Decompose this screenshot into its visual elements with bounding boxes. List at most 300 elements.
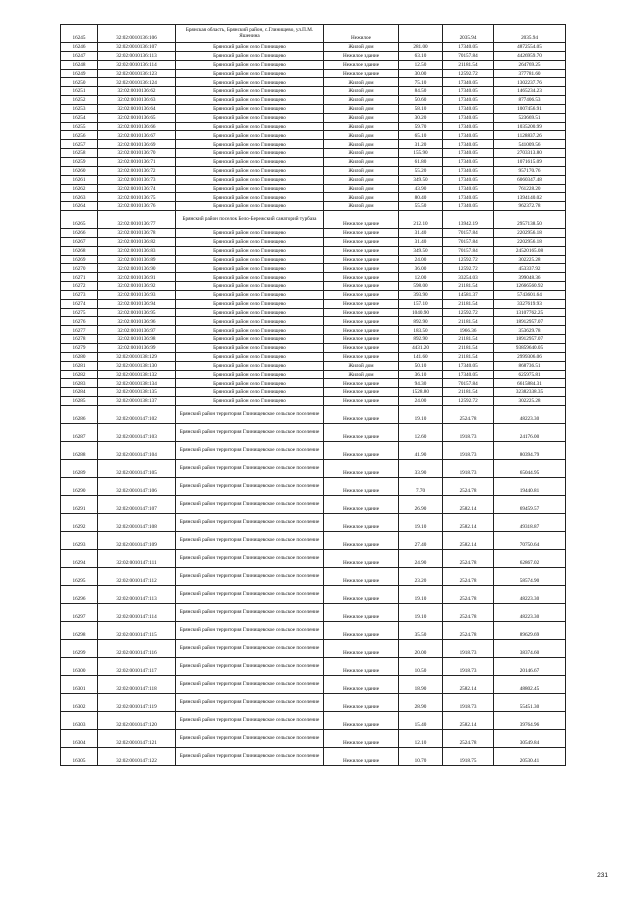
table-row bbox=[61, 549, 566, 567]
row-number-cell: 16264 bbox=[61, 202, 98, 211]
object-type-cell: Нежилое здание bbox=[324, 693, 399, 711]
unit-cost-cell: 70157.84 bbox=[443, 246, 494, 255]
table-row bbox=[61, 78, 566, 87]
object-type-cell: Нежилое здание bbox=[324, 639, 399, 657]
table-row bbox=[61, 747, 566, 765]
object-type-cell: Нежилое здание bbox=[324, 379, 399, 388]
object-type-cell: Нежилое здание bbox=[324, 335, 399, 344]
unit-cost-cell: 2524.78 bbox=[443, 585, 494, 603]
address-cell: Брянский район село Глинищево bbox=[176, 193, 324, 202]
row-number-cell: 16265 bbox=[61, 211, 98, 229]
table-row bbox=[61, 264, 566, 273]
row-number-cell: 16292 bbox=[61, 513, 98, 531]
cadastral-number-cell: 32:02:0010136:94 bbox=[98, 299, 176, 308]
area-cell: 24.00 bbox=[399, 397, 443, 406]
area-cell: 892.90 bbox=[399, 317, 443, 326]
row-number-cell: 16259 bbox=[61, 157, 98, 166]
address-cell: Брянский район село Глинищево bbox=[176, 299, 324, 308]
unit-cost-cell: 70157.84 bbox=[443, 229, 494, 238]
unit-cost-cell: 70157.84 bbox=[443, 51, 494, 60]
unit-cost-cell: 2524.78 bbox=[443, 405, 494, 423]
cadastral-value-cell: 1071615.09 bbox=[494, 157, 566, 166]
cadastral-number-cell: 32:02:0010136:113 bbox=[98, 51, 176, 60]
cadastral-number-cell: 32:02:0010147:104 bbox=[98, 441, 176, 459]
unit-cost-cell: 17340.05 bbox=[443, 43, 494, 52]
object-type-cell: Жилой дом bbox=[324, 87, 399, 96]
area-cell: 1528.80 bbox=[399, 388, 443, 397]
row-number-cell: 16260 bbox=[61, 166, 98, 175]
cadastral-value-cell: 1394140.02 bbox=[494, 193, 566, 202]
table-row bbox=[61, 122, 566, 131]
address-cell: Брянский район село Глинищево bbox=[176, 317, 324, 326]
address-cell: Брянский район территория Глинищевское сельское поселение bbox=[176, 531, 324, 549]
table-row bbox=[61, 229, 566, 238]
table-row bbox=[61, 113, 566, 122]
cadastral-value-cell: 48223.30 bbox=[494, 603, 566, 621]
unit-cost-cell: 2524.78 bbox=[443, 729, 494, 747]
row-number-cell: 16267 bbox=[61, 237, 98, 246]
object-type-cell: Нежилое здание bbox=[324, 397, 399, 406]
row-number-cell: 16305 bbox=[61, 747, 98, 765]
cadastral-value-cell: 353629.78 bbox=[494, 326, 566, 335]
object-type-cell: Нежилое здание bbox=[324, 477, 399, 495]
address-cell: Брянский район село Глинищево bbox=[176, 104, 324, 113]
cadastral-number-cell: 32:02:0010136:96 bbox=[98, 317, 176, 326]
cadastral-number-cell: 32:02:0010147:106 bbox=[98, 477, 176, 495]
object-type-cell: Жилой дом bbox=[324, 202, 399, 211]
table-row bbox=[61, 299, 566, 308]
unit-cost-cell: 12592.72 bbox=[443, 69, 494, 78]
table-row bbox=[61, 397, 566, 406]
cadastral-value-cell: 523669.51 bbox=[494, 113, 566, 122]
address-cell: Брянский район территория Глинищевское сельское поселение bbox=[176, 693, 324, 711]
address-cell: Брянский район село Глинищево bbox=[176, 202, 324, 211]
row-number-cell: 16263 bbox=[61, 193, 98, 202]
table-row bbox=[61, 157, 566, 166]
row-number-cell: 16290 bbox=[61, 477, 98, 495]
address-cell: Брянский район село Глинищево bbox=[176, 397, 324, 406]
address-cell: Брянский район село Глинищево bbox=[176, 246, 324, 255]
object-type-cell: Жилой дом bbox=[324, 149, 399, 158]
unit-cost-cell: 17340.05 bbox=[443, 361, 494, 370]
unit-cost-cell: 14581.37 bbox=[443, 290, 494, 299]
object-type-cell: Нежилое здание bbox=[324, 495, 399, 513]
table-row bbox=[61, 51, 566, 60]
address-cell: Брянский район поселок Бело-Бережский санаторий турбаза bbox=[176, 211, 324, 229]
unit-cost-cell: 1918.75 bbox=[443, 747, 494, 765]
row-number-cell: 16284 bbox=[61, 388, 98, 397]
table-row bbox=[61, 193, 566, 202]
table-row bbox=[61, 603, 566, 621]
object-type-cell: Нежилое здание bbox=[324, 423, 399, 441]
unit-cost-cell: 1918.73 bbox=[443, 657, 494, 675]
row-number-cell: 16298 bbox=[61, 621, 98, 639]
table-row bbox=[61, 531, 566, 549]
cadastral-value-cell: 541009.56 bbox=[494, 140, 566, 149]
cadastral-number-cell: 32:02:0010136:92 bbox=[98, 282, 176, 291]
cadastral-number-cell: 32:02:0010136:95 bbox=[98, 308, 176, 317]
area-cell: 31.40 bbox=[399, 229, 443, 238]
object-type-cell: Жилой дом bbox=[324, 166, 399, 175]
cadastral-number-cell: 32:02:0010136:91 bbox=[98, 273, 176, 282]
table-row bbox=[61, 729, 566, 747]
cadastral-value-cell: 6615884.31 bbox=[494, 379, 566, 388]
cadastral-number-cell: 32:02:0010138:129 bbox=[98, 352, 176, 361]
table-row bbox=[61, 60, 566, 69]
cadastral-number-cell: 32:02:0010136:74 bbox=[98, 184, 176, 193]
row-number-cell: 16269 bbox=[61, 255, 98, 264]
row-number-cell: 16245 bbox=[61, 25, 98, 43]
cadastral-number-cell: 32:02:0010136:67 bbox=[98, 131, 176, 140]
area-cell: 28.90 bbox=[399, 693, 443, 711]
table-row bbox=[61, 361, 566, 370]
cadastral-value-cell: 80394.79 bbox=[494, 441, 566, 459]
unit-cost-cell: 21181.54 bbox=[443, 317, 494, 326]
area-cell: 41.90 bbox=[399, 441, 443, 459]
table-row bbox=[61, 237, 566, 246]
table-row bbox=[61, 441, 566, 459]
address-cell: Брянский район село Глинищево bbox=[176, 379, 324, 388]
row-number-cell: 16256 bbox=[61, 131, 98, 140]
object-type-cell: Нежилое здание bbox=[324, 255, 399, 264]
unit-cost-cell: 12592.72 bbox=[443, 308, 494, 317]
row-number-cell: 16249 bbox=[61, 69, 98, 78]
unit-cost-cell: 17340.05 bbox=[443, 113, 494, 122]
unit-cost-cell: 17340.05 bbox=[443, 96, 494, 105]
cadastral-number-cell: 32:02:0010138:130 bbox=[98, 361, 176, 370]
table-row bbox=[61, 282, 566, 291]
cadastral-number-cell: 32:02:0010136:97 bbox=[98, 326, 176, 335]
unit-cost-cell: 1918.73 bbox=[443, 441, 494, 459]
cadastral-value-cell: 70750.64 bbox=[494, 531, 566, 549]
area-cell: 26.90 bbox=[399, 495, 443, 513]
cadastral-value-cell: 12666560.92 bbox=[494, 282, 566, 291]
table-row bbox=[61, 567, 566, 585]
object-type-cell: Нежилое здание bbox=[324, 657, 399, 675]
area-cell: 20.00 bbox=[399, 639, 443, 657]
table-row bbox=[61, 352, 566, 361]
area-cell: 65.10 bbox=[399, 131, 443, 140]
area-cell: 61.80 bbox=[399, 157, 443, 166]
address-cell: Брянский район территория Глинищевское сельское поселение bbox=[176, 441, 324, 459]
object-type-cell: Нежилое здание bbox=[324, 308, 399, 317]
address-cell: Брянский район село Глинищево bbox=[176, 166, 324, 175]
page-number: 231 bbox=[597, 872, 608, 879]
address-cell: Брянский район территория Глинищевское сельское поселение bbox=[176, 459, 324, 477]
area-cell: 281.00 bbox=[399, 43, 443, 52]
area-cell: 35.50 bbox=[399, 621, 443, 639]
area-cell: 59.70 bbox=[399, 122, 443, 131]
cadastral-value-cell: 30549.84 bbox=[494, 729, 566, 747]
area-cell: 30.00 bbox=[399, 69, 443, 78]
table-row bbox=[61, 405, 566, 423]
address-cell: Брянский район село Глинищево bbox=[176, 290, 324, 299]
unit-cost-cell: 2524.78 bbox=[443, 603, 494, 621]
area-cell: 50.10 bbox=[399, 361, 443, 370]
area-cell: 393.90 bbox=[399, 290, 443, 299]
object-type-cell: Нежилое здание bbox=[324, 299, 399, 308]
cadastral-value-cell: 2957138.50 bbox=[494, 211, 566, 229]
property-table bbox=[60, 24, 566, 766]
address-cell: Брянский район село Глинищево bbox=[176, 335, 324, 344]
address-cell: Брянский район село Глинищево bbox=[176, 43, 324, 52]
row-number-cell: 16250 bbox=[61, 78, 98, 87]
object-type-cell: Нежилое здание bbox=[324, 326, 399, 335]
cadastral-number-cell: 32:02:0010136:70 bbox=[98, 149, 176, 158]
cadastral-value-cell: 1128837.26 bbox=[494, 131, 566, 140]
cadastral-number-cell: 32:02:0010136:90 bbox=[98, 264, 176, 273]
unit-cost-cell: 2524.78 bbox=[443, 477, 494, 495]
cadastral-value-cell: 4872554.05 bbox=[494, 43, 566, 52]
cadastral-number-cell: 32:02:0010136:78 bbox=[98, 229, 176, 238]
area-cell: 10.70 bbox=[399, 747, 443, 765]
cadastral-number-cell: 32:02:0010136:62 bbox=[98, 87, 176, 96]
object-type-cell: Нежилое здание bbox=[324, 531, 399, 549]
unit-cost-cell: 21181.54 bbox=[443, 282, 494, 291]
cadastral-value-cell: 55451.30 bbox=[494, 693, 566, 711]
object-type-cell: Нежилое здание bbox=[324, 282, 399, 291]
cadastral-value-cell: 868736.51 bbox=[494, 361, 566, 370]
address-cell: Брянский район село Глинищево bbox=[176, 60, 324, 69]
address-cell: Брянский район территория Глинищевское сельское поселение bbox=[176, 423, 324, 441]
object-type-cell: Нежилое здание bbox=[324, 567, 399, 585]
area-cell: 36.00 bbox=[399, 264, 443, 273]
table-body bbox=[61, 25, 566, 766]
address-cell: Брянский район территория Глинищевское сельское поселение bbox=[176, 603, 324, 621]
row-number-cell: 16254 bbox=[61, 113, 98, 122]
row-number-cell: 16302 bbox=[61, 693, 98, 711]
area-cell: 12.10 bbox=[399, 729, 443, 747]
row-number-cell: 16285 bbox=[61, 397, 98, 406]
row-number-cell: 16296 bbox=[61, 585, 98, 603]
unit-cost-cell: 17340.05 bbox=[443, 166, 494, 175]
table-row bbox=[61, 255, 566, 264]
address-cell: Брянский район территория Глинищевское сельское поселение bbox=[176, 639, 324, 657]
address-cell: Брянский район село Глинищево bbox=[176, 140, 324, 149]
address-cell: Брянский район село Глинищево bbox=[176, 229, 324, 238]
object-type-cell: Жилой дом bbox=[324, 113, 399, 122]
unit-cost-cell: 2582.14 bbox=[443, 531, 494, 549]
row-number-cell: 16266 bbox=[61, 229, 98, 238]
address-cell: Брянский район село Глинищево bbox=[176, 361, 324, 370]
cadastral-number-cell: 32:02:0010136:75 bbox=[98, 193, 176, 202]
cadastral-number-cell: 32:02:0010136:71 bbox=[98, 157, 176, 166]
unit-cost-cell: 2582.14 bbox=[443, 675, 494, 693]
object-type-cell: Нежилое здание bbox=[324, 603, 399, 621]
cadastral-number-cell: 32:02:0010147:122 bbox=[98, 747, 176, 765]
cadastral-value-cell: 302225.28 bbox=[494, 255, 566, 264]
cadastral-number-cell: 32:02:0010147:112 bbox=[98, 567, 176, 585]
address-cell: Брянский район село Глинищево bbox=[176, 69, 324, 78]
address-cell: Брянский район село Глинищево bbox=[176, 78, 324, 87]
unit-cost-cell: 2524.78 bbox=[443, 567, 494, 585]
object-type-cell: Нежилое здание bbox=[324, 211, 399, 229]
address-cell: Брянский район территория Глинищевское сельское поселение bbox=[176, 495, 324, 513]
area-cell: 23.20 bbox=[399, 567, 443, 585]
cadastral-value-cell: 65044.95 bbox=[494, 459, 566, 477]
object-type-cell: Нежилое здание bbox=[324, 405, 399, 423]
cadastral-number-cell: 32:02:0010147:108 bbox=[98, 513, 176, 531]
table-row bbox=[61, 423, 566, 441]
address-cell: Брянский район село Глинищево bbox=[176, 96, 324, 105]
row-number-cell: 16300 bbox=[61, 657, 98, 675]
cadastral-number-cell: 32:02:0010136:63 bbox=[98, 96, 176, 105]
area-cell: 141.60 bbox=[399, 352, 443, 361]
unit-cost-cell: 33254.03 bbox=[443, 273, 494, 282]
table-row bbox=[61, 344, 566, 353]
area-cell: 84.50 bbox=[399, 87, 443, 96]
address-cell: Брянский район село Глинищево bbox=[176, 282, 324, 291]
address-cell: Брянский район территория Глинищевское сельское поселение bbox=[176, 549, 324, 567]
unit-cost-cell: 2582.14 bbox=[443, 711, 494, 729]
area-cell: 19.10 bbox=[399, 603, 443, 621]
object-type-cell: Жилой дом bbox=[324, 370, 399, 379]
unit-cost-cell: 17340.05 bbox=[443, 370, 494, 379]
table-row bbox=[61, 211, 566, 229]
object-type-cell: Нежилое здание bbox=[324, 459, 399, 477]
table-row bbox=[61, 370, 566, 379]
address-cell: Брянский район территория Глинищевское сельское поселение bbox=[176, 729, 324, 747]
object-type-cell: Нежилое здание bbox=[324, 246, 399, 255]
row-number-cell: 16287 bbox=[61, 423, 98, 441]
object-type-cell: Жилой дом bbox=[324, 193, 399, 202]
row-number-cell: 16252 bbox=[61, 96, 98, 105]
unit-cost-cell: 1966.36 bbox=[443, 326, 494, 335]
object-type-cell: Нежилое здание bbox=[324, 69, 399, 78]
area-cell bbox=[399, 25, 443, 43]
area-cell: 12.00 bbox=[399, 273, 443, 282]
cadastral-value-cell: 2035.94 bbox=[494, 25, 566, 43]
object-type-cell: Нежилое здание bbox=[324, 549, 399, 567]
row-number-cell: 16253 bbox=[61, 104, 98, 113]
area-cell: 183.50 bbox=[399, 326, 443, 335]
object-type-cell: Жилой дом bbox=[324, 104, 399, 113]
row-number-cell: 16276 bbox=[61, 317, 98, 326]
row-number-cell: 16286 bbox=[61, 405, 98, 423]
table-row bbox=[61, 675, 566, 693]
object-type-cell: Жилой дом bbox=[324, 78, 399, 87]
row-number-cell: 16299 bbox=[61, 639, 98, 657]
object-type-cell: Нежилое здание bbox=[324, 273, 399, 282]
address-cell: Брянский район село Глинищево bbox=[176, 273, 324, 282]
unit-cost-cell: 21181.54 bbox=[443, 60, 494, 69]
table-row bbox=[61, 693, 566, 711]
unit-cost-cell: 1918.73 bbox=[443, 639, 494, 657]
cadastral-value-cell: 48223.30 bbox=[494, 405, 566, 423]
table-row bbox=[61, 513, 566, 531]
cadastral-number-cell: 32:02:0010147:119 bbox=[98, 693, 176, 711]
address-cell: Брянский район территория Глинищевское сельское поселение bbox=[176, 513, 324, 531]
object-type-cell: Жилой дом bbox=[324, 140, 399, 149]
table-row bbox=[61, 104, 566, 113]
cadastral-value-cell: 1007456.91 bbox=[494, 104, 566, 113]
unit-cost-cell: 1918.73 bbox=[443, 693, 494, 711]
area-cell: 55.20 bbox=[399, 166, 443, 175]
unit-cost-cell: 17340.05 bbox=[443, 131, 494, 140]
unit-cost-cell: 70157.84 bbox=[443, 379, 494, 388]
area-cell: 94.30 bbox=[399, 379, 443, 388]
cadastral-value-cell: 302225.28 bbox=[494, 397, 566, 406]
cadastral-number-cell: 32:02:0010136:98 bbox=[98, 335, 176, 344]
row-number-cell: 16258 bbox=[61, 149, 98, 158]
object-type-cell: Нежилое здание bbox=[324, 290, 399, 299]
cadastral-number-cell: 32:02:0010147:114 bbox=[98, 603, 176, 621]
cadastral-value-cell: 89629.69 bbox=[494, 621, 566, 639]
row-number-cell: 16278 bbox=[61, 335, 98, 344]
object-type-cell: Жилой дом bbox=[324, 184, 399, 193]
table-row bbox=[61, 639, 566, 657]
object-type-cell: Нежилое здание bbox=[324, 585, 399, 603]
cadastral-number-cell: 32:02:0010136:65 bbox=[98, 113, 176, 122]
cadastral-value-cell: 69459.57 bbox=[494, 495, 566, 513]
address-cell: Брянский район село Глинищево bbox=[176, 51, 324, 60]
cadastral-value-cell: 49318.87 bbox=[494, 513, 566, 531]
area-cell: 63.10 bbox=[399, 51, 443, 60]
area-cell: 55.50 bbox=[399, 202, 443, 211]
address-cell: Брянский район территория Глинищевское сельское поселение bbox=[176, 405, 324, 423]
unit-cost-cell: 12592.72 bbox=[443, 264, 494, 273]
table-row bbox=[61, 184, 566, 193]
table-row bbox=[61, 308, 566, 317]
unit-cost-cell: 17340.05 bbox=[443, 157, 494, 166]
table-row bbox=[61, 459, 566, 477]
object-type-cell: Жилой дом bbox=[324, 175, 399, 184]
row-number-cell: 16272 bbox=[61, 282, 98, 291]
object-type-cell: Нежилое здание bbox=[324, 441, 399, 459]
row-number-cell: 16255 bbox=[61, 122, 98, 131]
address-cell: Брянский район село Глинищево bbox=[176, 326, 324, 335]
object-type-cell: Жилой дом bbox=[324, 96, 399, 105]
cadastral-value-cell: 1035200.99 bbox=[494, 122, 566, 131]
area-cell: 80.40 bbox=[399, 193, 443, 202]
object-type-cell: Нежилое здание bbox=[324, 747, 399, 765]
cadastral-value-cell: 20530.41 bbox=[494, 747, 566, 765]
unit-cost-cell: 1918.73 bbox=[443, 423, 494, 441]
unit-cost-cell: 17340.05 bbox=[443, 184, 494, 193]
unit-cost-cell: 21181.54 bbox=[443, 344, 494, 353]
table-row bbox=[61, 585, 566, 603]
address-cell: Брянский район территория Глинищевское сельское поселение bbox=[176, 657, 324, 675]
address-cell: Брянский район село Глинищево bbox=[176, 131, 324, 140]
address-cell: Брянский район село Глинищево bbox=[176, 308, 324, 317]
row-number-cell: 16271 bbox=[61, 273, 98, 282]
row-number-cell: 16297 bbox=[61, 603, 98, 621]
unit-cost-cell: 70157.84 bbox=[443, 237, 494, 246]
area-cell: 50.60 bbox=[399, 96, 443, 105]
area-cell: 12.60 bbox=[399, 423, 443, 441]
area-cell: 19.10 bbox=[399, 513, 443, 531]
area-cell: 1040.90 bbox=[399, 308, 443, 317]
object-type-cell: Жилой дом bbox=[324, 43, 399, 52]
unit-cost-cell: 13942.19 bbox=[443, 211, 494, 229]
row-number-cell: 16291 bbox=[61, 495, 98, 513]
row-number-cell: 16247 bbox=[61, 51, 98, 60]
cadastral-value-cell: 6060347.48 bbox=[494, 175, 566, 184]
cadastral-value-cell: 20146.67 bbox=[494, 657, 566, 675]
area-cell: 24.90 bbox=[399, 549, 443, 567]
row-number-cell: 16268 bbox=[61, 246, 98, 255]
unit-cost-cell: 17340.05 bbox=[443, 140, 494, 149]
cadastral-number-cell: 32:02:0010136:107 bbox=[98, 43, 176, 52]
table-row bbox=[61, 317, 566, 326]
unit-cost-cell: 17340.05 bbox=[443, 149, 494, 158]
unit-cost-cell: 12592.72 bbox=[443, 397, 494, 406]
address-cell: Брянский район село Глинищево bbox=[176, 237, 324, 246]
cadastral-number-cell: 32:02:0010136:72 bbox=[98, 166, 176, 175]
table-row bbox=[61, 290, 566, 299]
area-cell: 212.10 bbox=[399, 211, 443, 229]
row-number-cell: 16262 bbox=[61, 184, 98, 193]
